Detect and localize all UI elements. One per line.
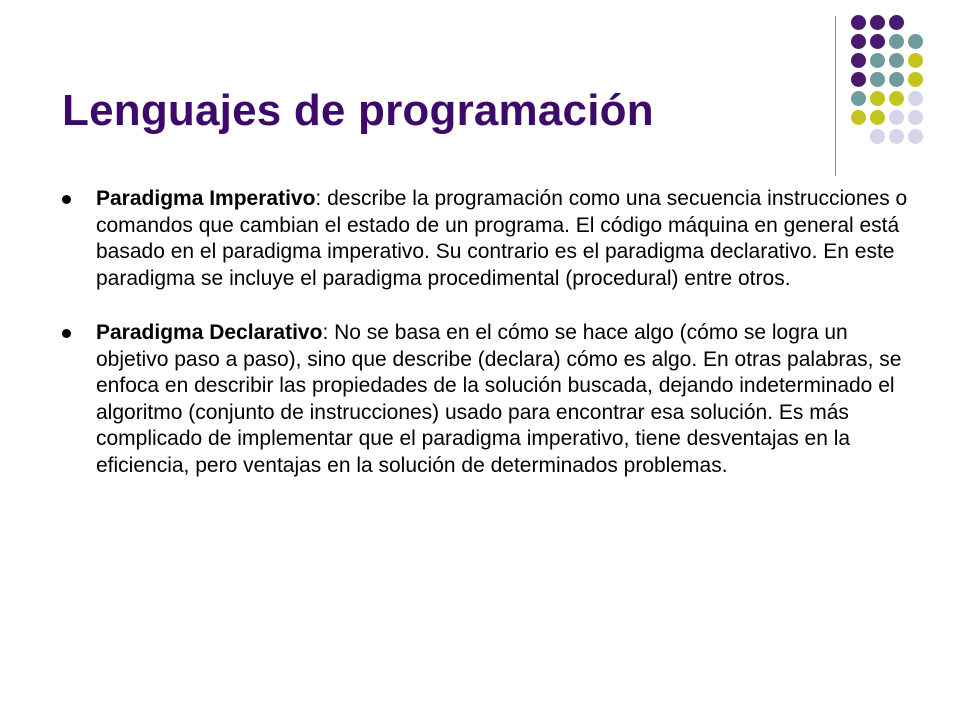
slide-content [62,186,922,507]
bullet-term: Paradigma Declarativo [96,321,323,344]
decorative-dot [870,15,885,30]
decorative-dot [870,129,885,144]
decorative-dot [870,72,885,87]
decorative-dot [851,91,866,106]
decorative-dot [889,34,904,49]
decorative-dot [870,34,885,49]
bullet-text: : No se basa en el cómo se hace algo (cómo se logra un objetivo paso a paso), sino que describe (declara) cómo es algo. En otras palabras, se enfoca en describir las propiedades de la solución buscada, dejando indeterminado el algoritmo (conjunto de instrucciones) usado para encontrar esa solución. Es más complicado de implementar que el paradigma imperativo, tiene desventajas en la eficiencia, pero ventajas en la solución de determinados problemas. [96,321,902,477]
decorative-dot [889,91,904,106]
decorative-dot [870,53,885,68]
decorative-dot [908,53,923,68]
slide-title: Lenguajes de programación [62,86,654,135]
bullet-icon [62,195,71,204]
bullet-item-declarativo [62,320,922,479]
decorative-dot [870,91,885,106]
decorative-dot [908,110,923,125]
decorative-dot [908,72,923,87]
bullet-icon [62,329,71,338]
decorative-dot [889,53,904,68]
decorative-dot [908,91,923,106]
decorative-dot [889,110,904,125]
decorative-dot [908,129,923,144]
decorative-dot [889,15,904,30]
decorative-dot [870,110,885,125]
decorative-dot [851,72,866,87]
decorative-dot [889,129,904,144]
bullet-item-imperativo [62,186,922,292]
decorative-dot [851,34,866,49]
decorative-dot [851,15,866,30]
decorative-dot [851,110,866,125]
decorative-dot [908,34,923,49]
divider-line [835,16,836,176]
decorative-dot [889,72,904,87]
bullet-term: Paradigma Imperativo [96,187,316,210]
bullet-text: : describe la programación como una secuencia instrucciones o comandos que cambian el estado de un programa. El código máquina en general está basado en el paradigma imperativo. Su contrario es el paradigma declarativo. En este paradigma se incluye el paradigma procedimental (procedural) entre otros. [96,187,908,290]
decorative-dot [851,53,866,68]
